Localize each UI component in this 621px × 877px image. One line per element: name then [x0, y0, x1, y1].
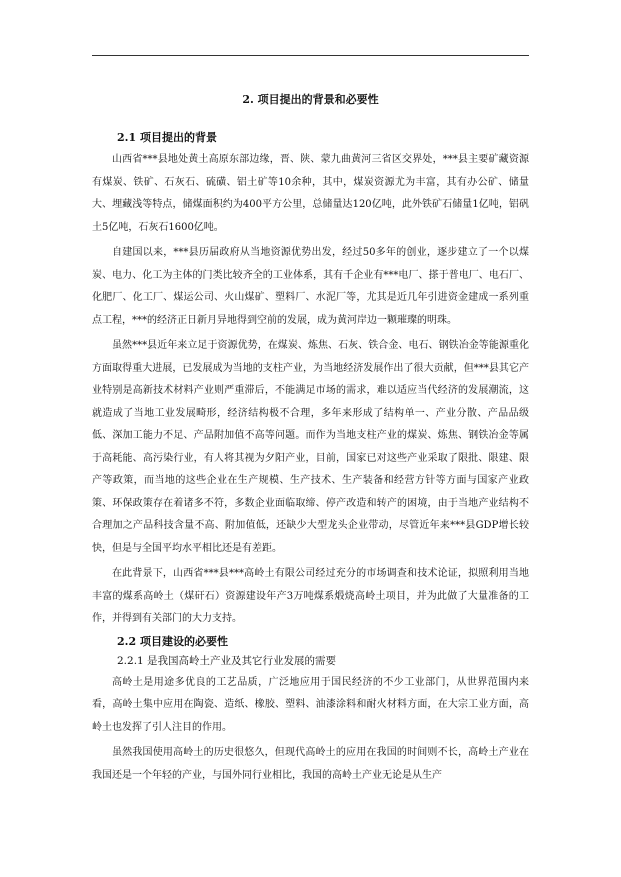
- header-rule: [92, 55, 529, 56]
- paragraph-project-proposal: 在此背景下，山西省***县***高岭土有限公司经过充分的市场调查和技术论证，拟照利用当地丰富的煤系高岭土（煤矸石）资源建设年产3万吨煤系煅烧高岭土项目，并为此做了大量准备的工作，并得到有关部门的大力支持。: [92, 568, 529, 624]
- paragraph-resources: 山西省***县地处黄土高原东部边缘，晋、陕、蒙九曲黄河三省区交界处，***县主要矿藏资源有煤炭、铁矿、石灰石、硫磺、铝土矿等10余种，其中，煤炭资源尤为丰富，其有办公矿、储量大、埋藏浅等特点，储煤面积约为400平方公里，总储量达120亿吨，此外铁矿石储量1亿吨，铝矾土5亿吨，石灰石1600亿吨。: [92, 154, 529, 233]
- paragraph-kaolin-history: 虽然我国使用高岭土的历史很悠久，但现代高岭土的应用在我国的时间则不长，高岭土产业在我国还是一个年轻的产业，与国外同行业相比，我国的高岭土产业无论是从生产: [92, 747, 529, 781]
- subsection-title-kaolin-demand: 2.2.1 是我国高岭土产业及其它行业发展的需要: [117, 654, 337, 667]
- section-title-necessity: 2.2 项目建设的必要性: [117, 634, 228, 648]
- document-body: [92, 92, 529, 790]
- chapter-title: 2. 项目提出的背景和必要性: [242, 93, 379, 106]
- paragraph-industry-problems: 虽然***县近年来立足于资源优势，在煤炭、炼焦、石灰、铁合金、电石、钢铁冶金等能源重化方面取得重大进展，已发展成为当地的支柱产业，为当地经济发展作出了很大贡献，但***县其它产业特别是高新技术材料产业则严重滞后，不能满足市场的需求，难以适应当代经济的发展潮流，这就造成了当地工业发展畸形，经济结构极不合理，多年来形成了结构单一、产业分散、产品品级低、深加工能力不足、产品附加值不高等问题。而作为当地支柱产业的煤炭、炼焦、钢铁冶金等属于高耗能、高污染行业，有人将其视为夕阳产业，目前，国家已对这些产业采取了限批、限建、限产等政策，而当地的这些企业在生产规模、生产技术、生产装备和经营方针等方面与国家产业政策、环保政策存在着诸多不符，多数企业面临取缔、停产改造和转产的困境，由于当地产业结构不合理加之产品科技含量不高、附加值低，还缺少大型龙头企业带动，尽管近年来***县GDP增长较快，但是与全国平均水平相比还是有差距。: [92, 340, 529, 554]
- paragraph-industry-history: 自建国以来，***县历届政府从当地资源优势出发，经过50多年的创业，逐步建立了一个以煤炭、电力、化工为主体的门类比较齐全的工业体系，其有千企业有***电厂、搽于普电厂、电石厂、化肥厂、化工厂、煤运公司、火山煤矿、塑料厂、水泥厂等，尤其是近几年引进资金建成一系列重点工程，***的经济正日新月异地得到空前的发展，成为黄河岸边一颗璀璨的明珠。: [92, 247, 529, 326]
- paragraph-kaolin-uses: 高岭土是用途多优良的工艺品质，广泛地应用于国民经济的不少工业部门，从世界范围内来看，高岭土集中应用在陶瓷、造纸、橡胶、塑料、油漆涂料和耐火材料方面，在大宗工业方面，高岭土也发挥了引人注目的作用。: [92, 676, 529, 733]
- section-title-background: 2.1 项目提出的背景: [117, 131, 217, 144]
